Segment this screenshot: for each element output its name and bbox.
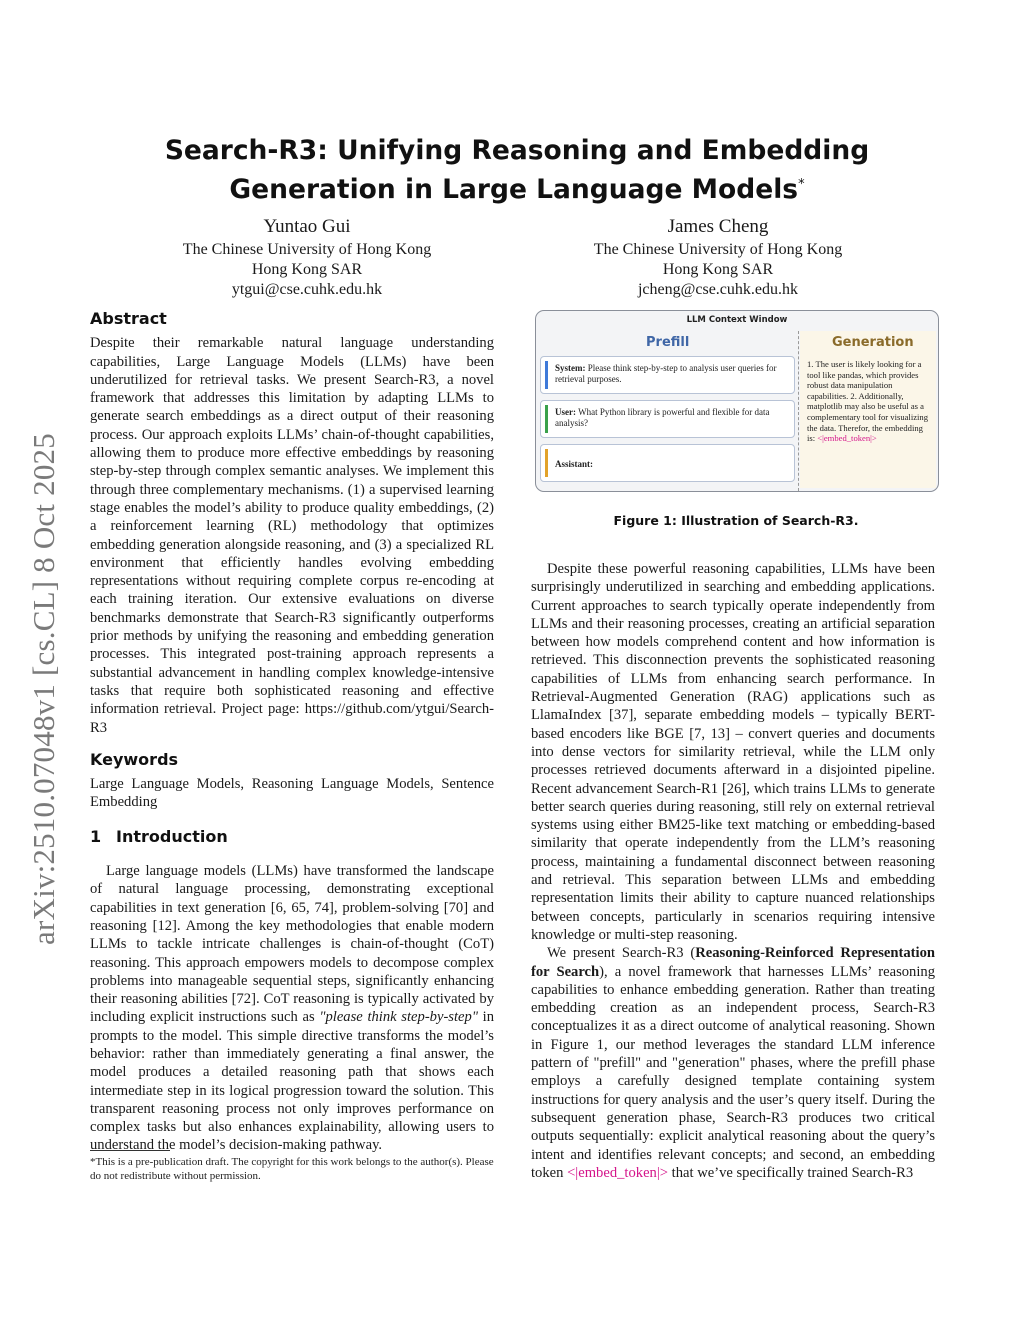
title-block	[90, 134, 944, 207]
intro-paragraph-1: Large language models (LLMs) have transformed the landscape of natural language processing, demonstrating exceptional capabilities in text generation [6, 65, 74], problem-solving [70] and reasoning [12]. Among the key methodologies that enable modern LLMs to tackle intricate challenges is chain-of-thought (CoT) reasoning. This approach empowers models to decompose complex problems into manageable sequential steps, significantly enhancing their reasoning abilities [72]. CoT reasoning is typically activated by including explicit instructions such as "please think step-by-step" in prompts to the model. This simple directive transforms the model’s behavior: rather than immediately generating a final answer, the model produces a detailed reasoning path that shows each intermediate step in its logical progression toward the solution. This transparent reasoning process not only improves performance on complex tasks but also enhances explainability, allowing users to understand the model’s decision-making pathway.	[90, 863, 494, 1154]
abstract-heading: Abstract	[90, 309, 167, 328]
author-block-2	[538, 214, 898, 300]
embed-token-inline: <|embed_token|>	[567, 1164, 669, 1181]
author-email[interactable]: ytgui@cse.cuhk.edu.hk	[231, 281, 383, 298]
author-location: Hong Kong SAR	[662, 261, 774, 278]
system-text: Please think step-by-step to analysis user queries for retrieval purposes.	[555, 363, 777, 384]
assistant-message	[540, 444, 795, 482]
author-affiliation: The Chinese University of Hong Kong	[593, 241, 843, 258]
author-affiliation: The Chinese University of Hong Kong	[182, 241, 432, 258]
generation-text: 1. The user is likely looking for a tool like pandas, which provides robust data manipulation capabilities. 2. Additionally, matplotlib may also be useful as a complementary tool for visualizing the data. Therefor, the embedding is: <|embed_token|>	[807, 359, 928, 444]
acronym-expansion: Reasoning-Reinforced Representation for Search	[531, 945, 935, 980]
section-number: 1	[90, 826, 102, 846]
title-footnote-mark: *	[798, 177, 805, 192]
author-block-1	[127, 214, 487, 300]
author-email[interactable]: jcheng@cse.cuhk.edu.hk	[637, 281, 798, 298]
prefill-label: Prefill	[646, 335, 690, 350]
figure-caption: Figure 1: Illustration of Search-R3.	[613, 513, 859, 528]
paper-title: Search-R3: Unifying Reasoning and Embedding Generation in Large Language Models*	[164, 135, 870, 205]
arxiv-identifier: arXiv:2510.07048v1 [cs.CL] 8 Oct 2025	[26, 433, 61, 945]
generation-label: Generation	[832, 335, 914, 350]
author-name: James Cheng	[667, 216, 769, 237]
footnote-text: *This is a pre-publication draft. The copyright for this work belongs to the author(s). Please do not redistribute without permission.	[90, 1156, 494, 1182]
intro-paragraph-2: Despite these powerful reasoning capabilities, LLMs have been surprisingly underutilized in searching and embedding applications. Current approaches to search typically operate independently from LLMs and their reasoning processes, creating an artificial separation between how models comprehend content and how information is retrieved. This disconnection prevents the sophisticated reasoning capabilities of LLMs from enhancing search performance. In Retrieval-Augmented Generation (RAG) applications such as LlamaIndex [37], separate embedding models – typically BERT-based encoders like BGE [7, 13] – convert queries and documents into dense vectors for similarity retrieval, while the LLM only processes retrieved documents afterward in a disjointed pipeline. Recent advancement Search-R1 [26], which trains LLMs to generate better search queries during reasoning, still rely on external retrieval systems using either BM25-like text matching or embedding-based similarity that operate independently from the LLM’s reasoning process, maintaining a fundamental disconnect between reasoning and retrieval. This separation between LLMs and embedding representation limits their ability to capture nuanced relationships between concepts, particularly in scenarios requiring intensive knowledge or multi-step reasoning.	[531, 561, 935, 943]
prompt-example: "please think step-by-step"	[319, 1009, 478, 1026]
left-column	[90, 310, 494, 1155]
embed-token: <|embed_token|>	[817, 433, 877, 444]
figure-1	[535, 310, 939, 492]
figure-window-title: LLM Context Window	[686, 315, 788, 325]
system-message	[540, 356, 795, 394]
keywords-heading: Keywords	[90, 749, 179, 769]
user-message	[540, 400, 795, 438]
system-role: System:	[555, 363, 586, 373]
footnote	[90, 1150, 500, 1183]
abstract-text: Despite their remarkable natural language understanding capabilities, Large Language Models (LLMs) have been underutilized for retrieval tasks. We present Search-R3, a novel framework that addresses this limitation by adapting LLMs to generate search embeddings as a direct output of their reasoning process. Our approach exploits LLMs’ chain-of-thought capabilities, allowing them to produce more effective embeddings by reasoning step-by-step through complex semantic analyses. We implement this through three complementary mechanisms. (1) a supervised learning stage enables the model’s ability to produce quality embeddings, (2) a reinforcement learning (RL) methodology that optimizes embedding generation alongside reasoning, and (3) a specialized RL environment that efficiently handles evolving embedding representations without requiring complete corpus re-encoding at each training iteration. Our extensive evaluations on diverse benchmarks demonstrate that Search-R3 significantly outperforms prior methods by unifying the reasoning and embedding generation processes. This integrated post-training approach represents a substantial advancement in handling complex knowledge-intensive tasks that require both sophisticated reasoning and effective information retrieval. Project page: https://github.com/ytgui/Search-R3	[90, 335, 494, 736]
assistant-role: Assistant:	[555, 459, 594, 469]
introduction-heading: 1 Introduction	[90, 826, 228, 846]
intro-paragraph-3: We present Search-R3 (Reasoning-Reinforced Representation for Search), a novel framework that harnesses LLMs’ reasoning capabilities to enhance embedding generation. Rather than treating embedding creation as an independent process, Search-R3 conceptualizes it as a direct outcome of analytical reasoning. Shown in Figure 1, our method leverages the standard LLM inference pattern of "prefill" and "generation" phases, where the prefill phase employs a carefully designed template containing system instructions for query analysis and the user’s query itself. During the subsequent generation phase, Search-R3 produces two critical outputs sequentially: explicit analytical reasoning about the query’s intent and identifies relevant concepts; and second, an embedding token <|embed_token|> that we’ve specifically trained Search-R3	[531, 945, 935, 1181]
footnote-rule	[90, 1150, 170, 1151]
right-column	[531, 560, 935, 1182]
user-text: What Python library is powerful and flexible for data analysis?	[555, 407, 770, 428]
author-location: Hong Kong SAR	[251, 261, 363, 278]
author-name: Yuntao Gui	[263, 216, 351, 237]
keywords-text: Large Language Models, Reasoning Language Models, Sentence Embedding	[90, 776, 494, 811]
prefill-generation-divider	[798, 331, 799, 491]
user-role: User:	[555, 407, 576, 417]
